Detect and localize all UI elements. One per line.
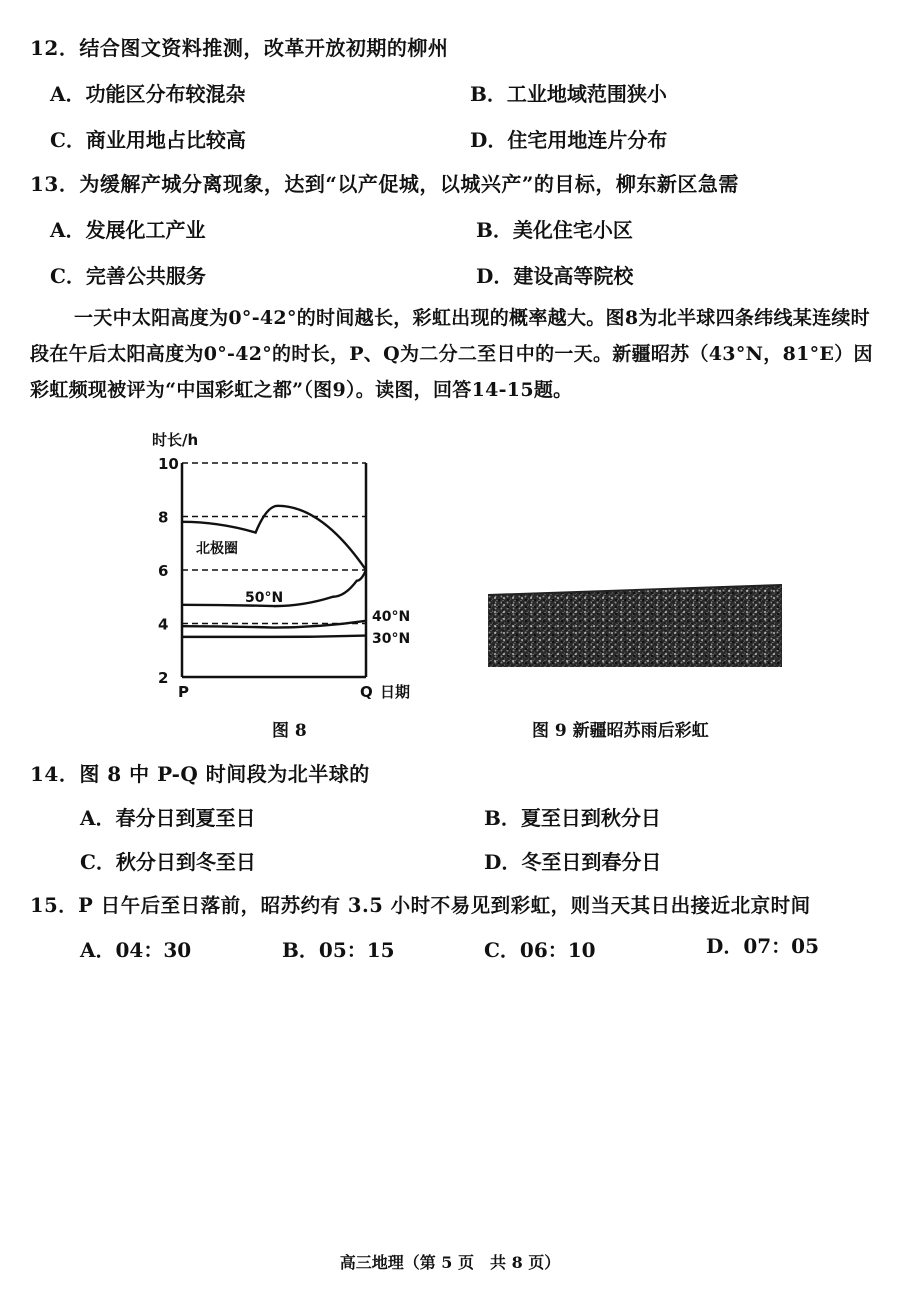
q15-option-c: C．06：10: [484, 938, 596, 962]
series-label-30n: 30°N: [372, 631, 411, 647]
q12-option-b: B．工业地域范围狭小: [470, 82, 667, 106]
y-tick-label: 6: [158, 562, 169, 580]
y-tick-label: 4: [158, 615, 169, 634]
figure-8-caption: 图 8: [272, 721, 307, 741]
q14-option-a: A．春分日到夏至日: [80, 806, 256, 830]
q15-option-d: D．07：05: [706, 934, 820, 958]
figure-8-chart: [140, 425, 440, 710]
q12-option-c: C．商业用地占比较高: [50, 128, 246, 152]
y-axis-label: 时长/h: [152, 431, 199, 449]
question-13-stem: 13．为缓解产城分离现象，达到“以产促城，以城兴产”的目标，柳东新区急需: [30, 172, 739, 196]
q13-option-d: D．建设高等院校: [476, 264, 634, 288]
arctic-circle-line: [182, 506, 366, 570]
question-15-stem: 15．P 日午后至日落前，昭苏约有 3.5 小时不易见到彩虹，则当天其日出接近北京时间: [30, 894, 811, 917]
y-tick-label: 8: [158, 508, 169, 527]
q12-option-d: D．住宅用地连片分布: [470, 128, 668, 152]
q12-option-a: A．功能区分布较混杂: [50, 82, 246, 106]
x-axis-label: 日期: [380, 683, 411, 701]
y-tick-label: 10: [158, 455, 179, 473]
figure-9-photo: [488, 583, 782, 667]
30n-line: [182, 636, 366, 637]
series-label-50n: 50°N: [245, 590, 284, 606]
question-14-stem: 14．图 8 中 P-Q 时间段为北半球的: [30, 762, 370, 786]
series-label-40n: 40°N: [372, 609, 411, 625]
q15-option-a: A．04：30: [80, 938, 192, 962]
x-tick-p: P: [178, 683, 189, 701]
figure-9-caption: 图 9 新疆昭苏雨后彩虹: [532, 721, 709, 741]
series-label-arctic-circle: 北极圈: [196, 541, 238, 557]
q13-option-c: C．完善公共服务: [50, 264, 206, 288]
q14-option-b: B．夏至日到秋分日: [484, 806, 661, 830]
q13-option-b: B．美化住宅小区: [476, 218, 633, 242]
q14-option-c: C．秋分日到冬至日: [80, 850, 256, 874]
page-footer: 高三地理（第 5 页 共 8 页）: [339, 1253, 561, 1272]
y-tick-label: 2: [158, 669, 169, 687]
intro-paragraph: 一天中太阳高度为0°-42°的时间越长，彩虹出现的概率越大。图8为北半球四条纬线某连续时段在午后太阳高度为0°-42°的时长，P、Q为二分二至日中的一天。新疆昭苏（43°N，81°E）因彩虹频现被评为“中国彩虹之都”（图9）。读图，回答14-15题。: [30, 307, 873, 401]
question-12-stem: 12．结合图文资料推测，改革开放初期的柳州: [30, 36, 449, 60]
x-tick-q: Q: [360, 683, 373, 701]
q15-option-b: B．05：15: [282, 938, 395, 962]
q14-option-d: D．冬至日到春分日: [484, 850, 662, 874]
q13-option-a: A．发展化工产业: [50, 218, 206, 242]
